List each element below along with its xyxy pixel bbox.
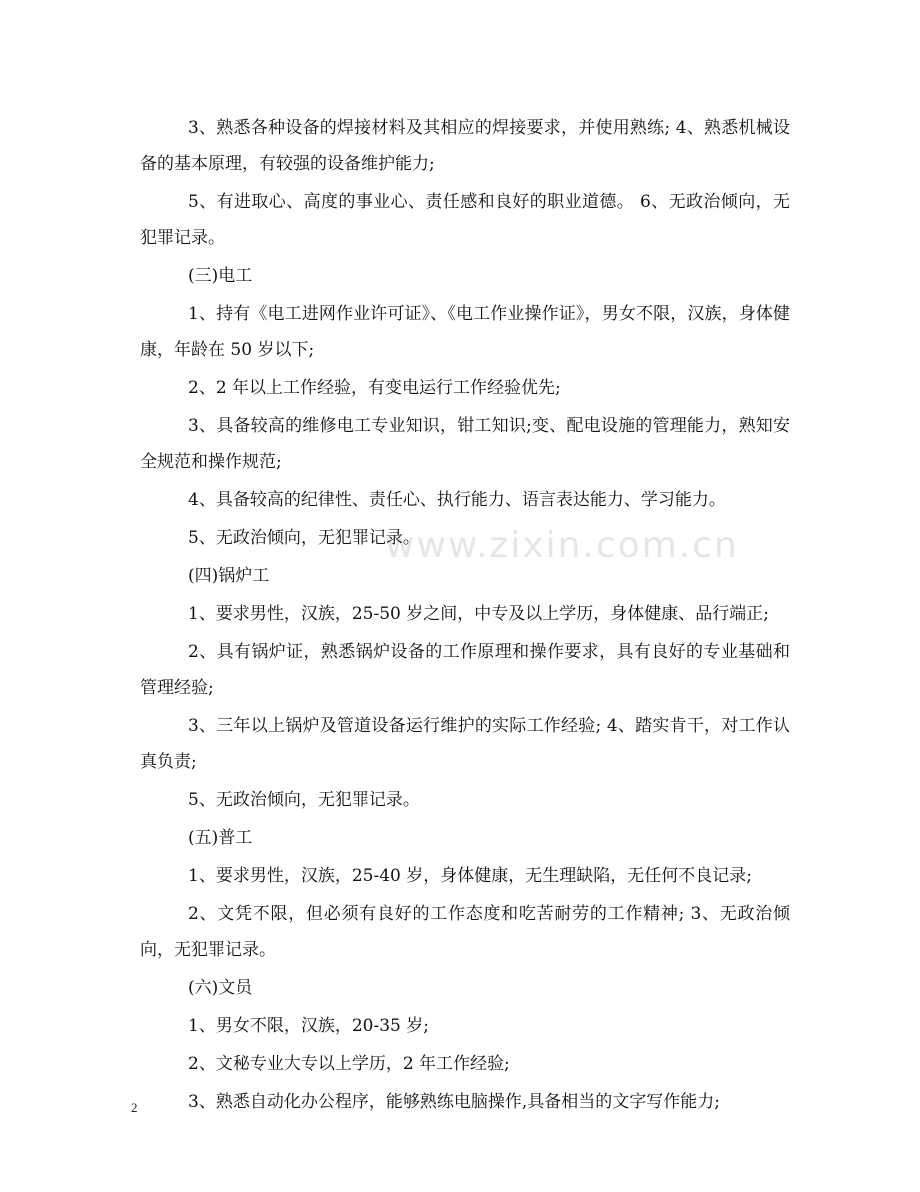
paragraph: 3、三年以上锅炉及管道设备运行维护的实际工作经验; 4、踏实肯干，对工作认真负责; (140, 716, 790, 772)
paragraph: 1、持有《电工进网作业许可证》、《电工作业操作证》，男女不限，汉族，身体健康，年龄在 50 岁以下; (140, 304, 790, 360)
paragraph: 2、文秘专业大专以上学历，2 年工作经验; (188, 1054, 510, 1074)
document-body (140, 110, 790, 1122)
page-number: 2 (131, 1100, 138, 1115)
watermark: www.zixin.com.cn (385, 525, 739, 566)
paragraph: 2、2 年以上工作经验，有变电运行工作经验优先; (188, 378, 561, 398)
paragraph: 2、文凭不限，但必须有良好的工作态度和吃苦耐劳的工作精神; 3、无政治倾向，无犯罪记录。 (140, 904, 790, 960)
paragraph: 1、男女不限，汉族，20-35 岁; (188, 1016, 429, 1036)
paragraph: 5、无政治倾向，无犯罪记录。 (188, 528, 420, 548)
paragraph: 1、要求男性，汉族，25-40 岁，身体健康，无生理缺陷，无任何不良记录; (188, 866, 752, 886)
paragraph: 5、有进取心、高度的事业心、责任感和良好的职业道德。 6、无政治倾向，无犯罪记录。 (140, 192, 790, 248)
section-heading: (六)文员 (188, 978, 253, 998)
paragraph: 4、具备较高的纪律性、责任心、执行能力、语言表达能力、学习能力。 (188, 490, 726, 510)
paragraph: 5、无政治倾向，无犯罪记录。 (188, 790, 420, 810)
paragraph: 3、熟悉自动化办公程序，能够熟练电脑操作,具备相当的文字写作能力; (188, 1092, 720, 1112)
paragraph: 3、熟悉各种设备的焊接材料及其相应的焊接要求，并使用熟练; 4、熟悉机械设备的基本原理，有较强的设备维护能力; (140, 118, 790, 174)
section-heading: (四)锅炉工 (188, 566, 270, 586)
section-heading: (五)普工 (188, 828, 253, 848)
paragraph: 2、具有锅炉证，熟悉锅炉设备的工作原理和操作要求，具有良好的专业基础和管理经验; (140, 642, 790, 698)
paragraph: 3、具备较高的维修电工专业知识，钳工知识;变、配电设施的管理能力，熟知安全规范和操作规范; (140, 416, 790, 472)
paragraph: 1、要求男性，汉族，25-50 岁之间，中专及以上学历，身体健康、品行端正; (188, 604, 769, 624)
section-heading: (三)电工 (188, 266, 253, 286)
